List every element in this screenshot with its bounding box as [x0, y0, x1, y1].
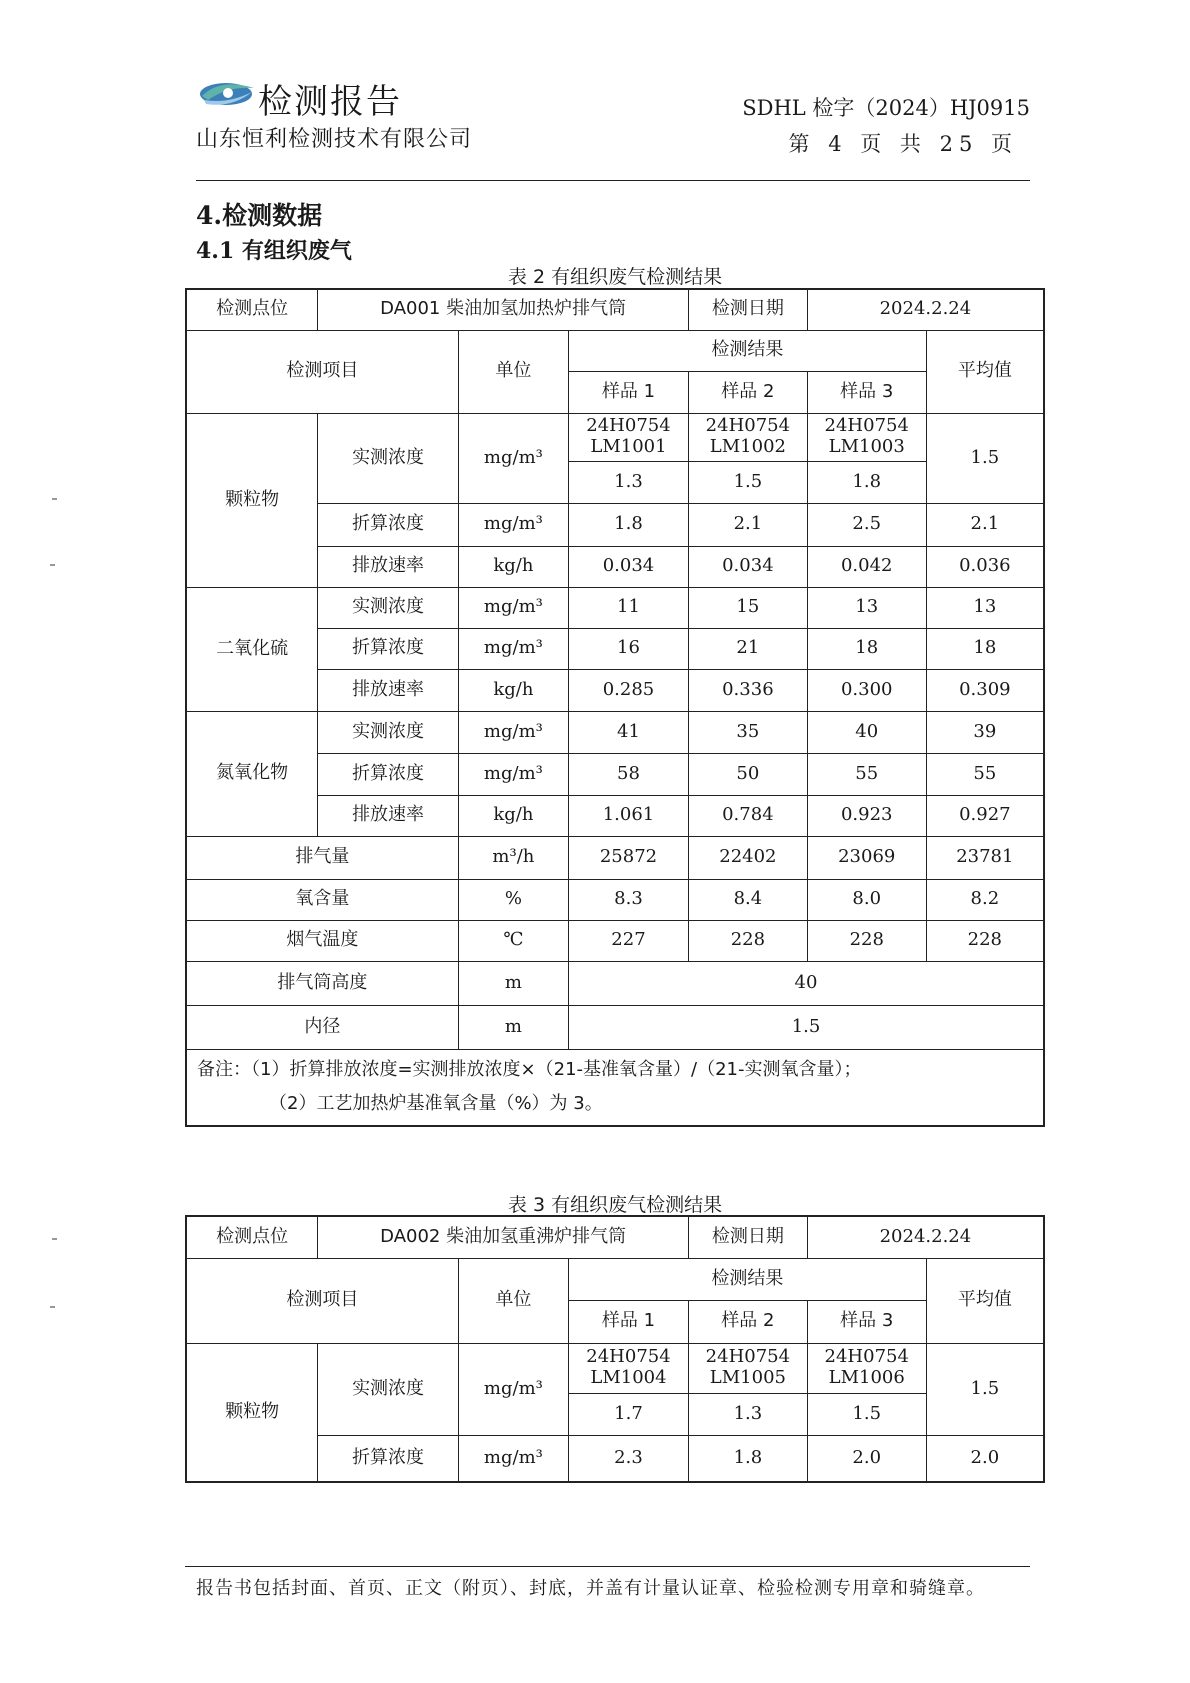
- sample-value: 25872: [569, 836, 689, 879]
- average-value: 0.036: [926, 546, 1044, 587]
- monitoring-point: DA001 柴油加氢加热炉排气筒: [318, 289, 689, 330]
- item-name: 排放速率: [318, 795, 458, 836]
- merged-value: 1.5: [569, 1005, 1044, 1049]
- unit: mg/m³: [458, 413, 568, 503]
- subsection-heading: 4.1 有组织废气: [196, 238, 352, 264]
- sample-id: 24H0754 LM1001: [569, 413, 689, 461]
- sample-value: 8.3: [569, 879, 689, 920]
- unit: m³/h: [458, 836, 568, 879]
- sample-value: 0.784: [688, 795, 807, 836]
- scan-mark: [52, 1238, 57, 1240]
- sample-value: 1.5: [688, 461, 807, 503]
- table2: [185, 288, 1045, 1127]
- footer-note: 报告书包括封面、首页、正文（附页）、封底，并盖有计量认证章、检验检测专用章和骑缝章。: [196, 1578, 985, 1599]
- scan-mark: [50, 564, 55, 566]
- col-header-sample2: 样品 2: [688, 1300, 807, 1343]
- col-header-unit: 单位: [458, 330, 568, 413]
- point-label: 检测点位: [186, 1216, 318, 1258]
- col-header-average: 平均值: [926, 1258, 1044, 1343]
- sample-value: 41: [569, 711, 689, 753]
- sample-id: 24H0754 LM1003: [807, 413, 926, 461]
- unit: kg/h: [458, 795, 568, 836]
- sample-value: 1.3: [688, 1393, 807, 1435]
- sample-value: 1.8: [688, 1435, 807, 1482]
- sample-id: 24H0754 LM1004: [569, 1343, 689, 1393]
- pollutant-name: 二氧化硫: [186, 587, 318, 711]
- col-header-unit: 单位: [458, 1258, 568, 1343]
- sample-value: 8.0: [807, 879, 926, 920]
- remark-line-2: （2）工艺加热炉基准氧含量（%）为 3。: [269, 1093, 603, 1115]
- sample-value: 11: [569, 587, 689, 628]
- col-header-item: 检测项目: [186, 330, 458, 413]
- header-divider: [196, 180, 1030, 181]
- unit: mg/m³: [458, 628, 568, 669]
- item-name: 折算浓度: [318, 628, 458, 669]
- sample-value: 0.923: [807, 795, 926, 836]
- average-value: 1.5: [926, 413, 1044, 503]
- col-header-sample3: 样品 3: [807, 1300, 926, 1343]
- item-name: 排气量: [186, 836, 458, 879]
- sample-id: 24H0754 LM1006: [807, 1343, 926, 1393]
- average-value: 0.309: [926, 669, 1044, 711]
- section-heading: 4.检测数据: [196, 201, 323, 230]
- pollutant-name: 氮氧化物: [186, 711, 318, 836]
- item-name: 折算浓度: [318, 753, 458, 795]
- page-number: 第 4 页 共 25 页: [788, 132, 1018, 156]
- sample-value: 228: [688, 920, 807, 961]
- unit: kg/h: [458, 546, 568, 587]
- item-name: 折算浓度: [318, 503, 458, 546]
- item-name: 内径: [186, 1005, 458, 1049]
- monitoring-point: DA002 柴油加氢重沸炉排气筒: [318, 1216, 689, 1258]
- unit: %: [458, 879, 568, 920]
- unit: mg/m³: [458, 711, 568, 753]
- sample-value: 228: [807, 920, 926, 961]
- col-header-sample1: 样品 1: [569, 371, 689, 413]
- sample-value: 0.300: [807, 669, 926, 711]
- sample-value: 1.5: [807, 1393, 926, 1435]
- sample-value: 2.0: [807, 1435, 926, 1482]
- item-name: 折算浓度: [318, 1435, 458, 1482]
- average-value: 0.927: [926, 795, 1044, 836]
- unit: mg/m³: [458, 587, 568, 628]
- sample-value: 2.1: [688, 503, 807, 546]
- document-number: SDHL 检字（2024）HJ0915: [742, 96, 1030, 120]
- test-date: 2024.2.24: [807, 1216, 1044, 1258]
- col-header-item: 检测项目: [186, 1258, 458, 1343]
- unit: ℃: [458, 920, 568, 961]
- test-date: 2024.2.24: [807, 289, 1044, 330]
- remark-line-1: 备注：（1）折算排放浓度=实测排放浓度×（21-基准氧含量）/（21-实测氧含量）；: [197, 1059, 862, 1081]
- point-label: 检测点位: [186, 289, 318, 330]
- scan-mark: [52, 498, 57, 500]
- footer-divider: [185, 1566, 1030, 1567]
- col-header-result: 检测结果: [569, 1258, 927, 1300]
- sample-value: 1.7: [569, 1393, 689, 1435]
- sample-value: 0.034: [569, 546, 689, 587]
- item-name: 排放速率: [318, 669, 458, 711]
- unit: m: [458, 961, 568, 1005]
- scan-mark: [50, 1306, 55, 1308]
- col-header-result: 检测结果: [569, 330, 927, 371]
- sample-value: 16: [569, 628, 689, 669]
- sample-value: 18: [807, 628, 926, 669]
- average-value: 2.0: [926, 1435, 1044, 1482]
- average-value: 228: [926, 920, 1044, 961]
- sample-value: 1.8: [807, 461, 926, 503]
- table2-caption: 表 2 有组织废气检测结果: [507, 266, 723, 288]
- col-header-average: 平均值: [926, 330, 1044, 413]
- unit: m: [458, 1005, 568, 1049]
- average-value: 18: [926, 628, 1044, 669]
- item-name: 氧含量: [186, 879, 458, 920]
- average-value: 23781: [926, 836, 1044, 879]
- item-name: 烟气温度: [186, 920, 458, 961]
- company-logo: [198, 74, 258, 112]
- pollutant-name: 颗粒物: [186, 1343, 318, 1482]
- sample-value: 227: [569, 920, 689, 961]
- unit: mg/m³: [458, 503, 568, 546]
- sample-value: 21: [688, 628, 807, 669]
- unit: mg/m³: [458, 1435, 568, 1482]
- average-value: 39: [926, 711, 1044, 753]
- table3: [185, 1215, 1045, 1483]
- company-name: 山东恒利检测技术有限公司: [196, 127, 473, 152]
- report-title: 检测报告: [258, 82, 402, 122]
- sample-id: 24H0754 LM1002: [688, 413, 807, 461]
- average-value: 13: [926, 587, 1044, 628]
- col-header-sample1: 样品 1: [569, 1300, 689, 1343]
- average-value: 55: [926, 753, 1044, 795]
- sample-value: 2.3: [569, 1435, 689, 1482]
- unit: mg/m³: [458, 753, 568, 795]
- sample-value: 13: [807, 587, 926, 628]
- item-name: 排放速率: [318, 546, 458, 587]
- date-label: 检测日期: [688, 1216, 807, 1258]
- average-value: 8.2: [926, 879, 1044, 920]
- sample-value: 1.3: [569, 461, 689, 503]
- sample-value: 0.034: [688, 546, 807, 587]
- merged-value: 40: [569, 961, 1044, 1005]
- table3-caption: 表 3 有组织废气检测结果: [507, 1194, 723, 1216]
- item-name: 实测浓度: [318, 711, 458, 753]
- average-value: 1.5: [926, 1343, 1044, 1435]
- item-name: 实测浓度: [318, 1343, 458, 1435]
- col-header-sample3: 样品 3: [807, 371, 926, 413]
- item-name: 实测浓度: [318, 413, 458, 503]
- sample-value: 22402: [688, 836, 807, 879]
- sample-value: 0.285: [569, 669, 689, 711]
- sample-value: 50: [688, 753, 807, 795]
- pollutant-name: 颗粒物: [186, 413, 318, 587]
- sample-value: 55: [807, 753, 926, 795]
- item-name: 排气筒高度: [186, 961, 458, 1005]
- sample-value: 40: [807, 711, 926, 753]
- sample-value: 1.061: [569, 795, 689, 836]
- unit: kg/h: [458, 669, 568, 711]
- sample-value: 0.042: [807, 546, 926, 587]
- sample-value: 2.5: [807, 503, 926, 546]
- unit: mg/m³: [458, 1343, 568, 1435]
- col-header-sample2: 样品 2: [688, 371, 807, 413]
- table2-remarks: [186, 1049, 1044, 1126]
- sample-value: 15: [688, 587, 807, 628]
- item-name: 实测浓度: [318, 587, 458, 628]
- sample-value: 0.336: [688, 669, 807, 711]
- sample-id: 24H0754 LM1005: [688, 1343, 807, 1393]
- sample-value: 58: [569, 753, 689, 795]
- average-value: 2.1: [926, 503, 1044, 546]
- date-label: 检测日期: [688, 289, 807, 330]
- sample-value: 23069: [807, 836, 926, 879]
- sample-value: 8.4: [688, 879, 807, 920]
- sample-value: 1.8: [569, 503, 689, 546]
- sample-value: 35: [688, 711, 807, 753]
